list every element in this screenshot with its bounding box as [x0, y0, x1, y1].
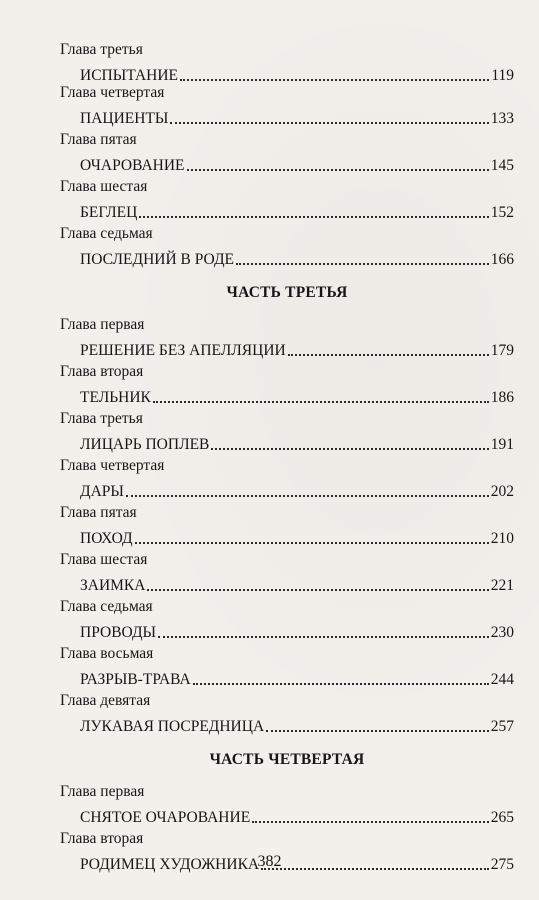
toc-entry: [60, 782, 514, 829]
chapter-title-line: [80, 107, 514, 129]
chapter-title-line: [80, 201, 514, 223]
chapter-label: Глава третья: [60, 410, 143, 427]
dot-leader: [147, 589, 488, 591]
chapter-page-number: 179: [490, 342, 514, 359]
toc-entry: [60, 315, 514, 362]
chapter-title: ЛИЦАРЬ ПОПЛЕВ: [80, 436, 210, 453]
chapter-page-number: 119: [491, 67, 514, 84]
chapter-title: ДАРЫ: [80, 483, 124, 500]
chapter-page-number: 221: [490, 577, 514, 594]
part-heading: ЧАСТЬ ТРЕТЬЯ: [226, 284, 348, 301]
toc-entry: [60, 409, 514, 456]
chapter-label: Глава шестая: [60, 178, 148, 195]
chapter-page-number: 210: [490, 530, 514, 547]
toc-entry: [60, 177, 514, 224]
chapter-page-number: 275: [490, 856, 514, 873]
dot-leader: [170, 122, 488, 124]
chapter-title: ПОСЛЕДНИЙ В РОДЕ: [80, 251, 235, 268]
toc-entry: [60, 550, 514, 597]
chapter-title-line: [80, 339, 514, 361]
chapter-label: Глава четвертая: [60, 84, 165, 101]
chapter-label: Глава вторая: [60, 363, 144, 380]
chapter-title: ПАЦИЕНТЫ: [80, 110, 169, 127]
chapter-title: СНЯТОЕ ОЧАРОВАНИЕ: [80, 809, 251, 826]
toc-entry: [60, 40, 514, 83]
chapter-page-number: 133: [490, 110, 514, 127]
chapter-title-line: [80, 248, 514, 270]
chapter-label: Глава пятая: [60, 131, 137, 148]
chapter-title-line: [80, 668, 514, 690]
dot-leader: [153, 401, 489, 403]
chapter-title-line: [80, 806, 514, 828]
chapter-label: Глава восьмая: [60, 645, 154, 662]
chapter-page-number: 191: [490, 436, 514, 453]
chapter-title: РЕШЕНИЕ БЕЗ АПЕЛЛЯЦИИ: [80, 342, 286, 359]
chapter-title-line: [80, 386, 514, 408]
chapter-page-number: 152: [490, 204, 514, 221]
chapter-title-line: [80, 527, 514, 549]
chapter-title-line: [80, 480, 514, 502]
chapter-title: ОЧАРОВАНИЕ: [80, 157, 185, 174]
toc-entry: [60, 83, 514, 130]
chapter-label: Глава третья: [60, 41, 143, 58]
chapter-label: Глава первая: [60, 316, 145, 333]
toc-entry: [60, 691, 514, 738]
dot-leader: [252, 821, 489, 823]
dot-leader: [288, 354, 489, 356]
chapter-label: Глава шестая: [60, 551, 148, 568]
table-of-contents: [60, 40, 514, 876]
chapter-title-line: [80, 433, 514, 455]
chapter-page-number: 186: [490, 389, 514, 406]
toc-entry: [60, 130, 514, 177]
chapter-label: Глава четвертая: [60, 457, 165, 474]
toc-entry: [60, 362, 514, 409]
chapter-title-line: [80, 621, 514, 643]
chapter-page-number: 145: [490, 157, 514, 174]
chapter-page-number: 230: [490, 624, 514, 641]
toc-entry: [60, 644, 514, 691]
chapter-title: ТЕЛЬНИК: [80, 389, 151, 406]
chapter-label: Глава первая: [60, 783, 145, 800]
chapter-label: Глава седьмая: [60, 225, 153, 242]
toc-entry: [60, 597, 514, 644]
chapter-title: РАЗРЫВ-ТРАВА: [80, 671, 191, 688]
chapter-title: РОДИМЕЦ ХУДОЖНИКА: [80, 856, 260, 873]
chapter-title: ИСПЫТАНИЕ: [80, 67, 178, 84]
dot-leader: [187, 169, 489, 171]
dot-leader: [211, 448, 488, 450]
chapter-page-number: 257: [490, 718, 514, 735]
chapter-label: Глава вторая: [60, 830, 144, 847]
dot-leader: [193, 683, 489, 685]
chapter-title: ЗАИМКА: [80, 577, 146, 594]
chapter-label: Глава седьмая: [60, 598, 153, 615]
dot-leader: [236, 263, 489, 265]
chapter-page-number: 265: [490, 809, 514, 826]
chapter-title-line: [80, 154, 514, 176]
dot-leader: [135, 542, 489, 544]
chapter-label: Глава девятая: [60, 692, 151, 709]
chapter-title: ПОХОД: [80, 530, 133, 547]
part-heading: ЧАСТЬ ЧЕТВЕРТАЯ: [209, 751, 365, 768]
chapter-title-line: [80, 715, 514, 737]
page-number: 382: [257, 853, 282, 870]
chapter-title: БЕГЛЕЦ: [80, 204, 138, 221]
toc-entry: [60, 503, 514, 550]
chapter-title: ПРОВОДЫ: [80, 624, 157, 641]
toc-entry: [60, 224, 514, 271]
dot-leader: [126, 495, 489, 497]
chapter-label: Глава пятая: [60, 504, 137, 521]
chapter-page-number: 202: [490, 483, 514, 500]
toc-entry: [60, 456, 514, 503]
dot-leader: [139, 216, 488, 218]
chapter-title-line: [80, 574, 514, 596]
chapter-page-number: 244: [490, 671, 514, 688]
dot-leader: [158, 636, 489, 638]
chapter-page-number: 166: [490, 251, 514, 268]
chapter-title: ЛУКАВАЯ ПОСРЕДНИЦА: [80, 718, 265, 735]
dot-leader: [180, 79, 489, 81]
dot-leader: [266, 730, 489, 732]
